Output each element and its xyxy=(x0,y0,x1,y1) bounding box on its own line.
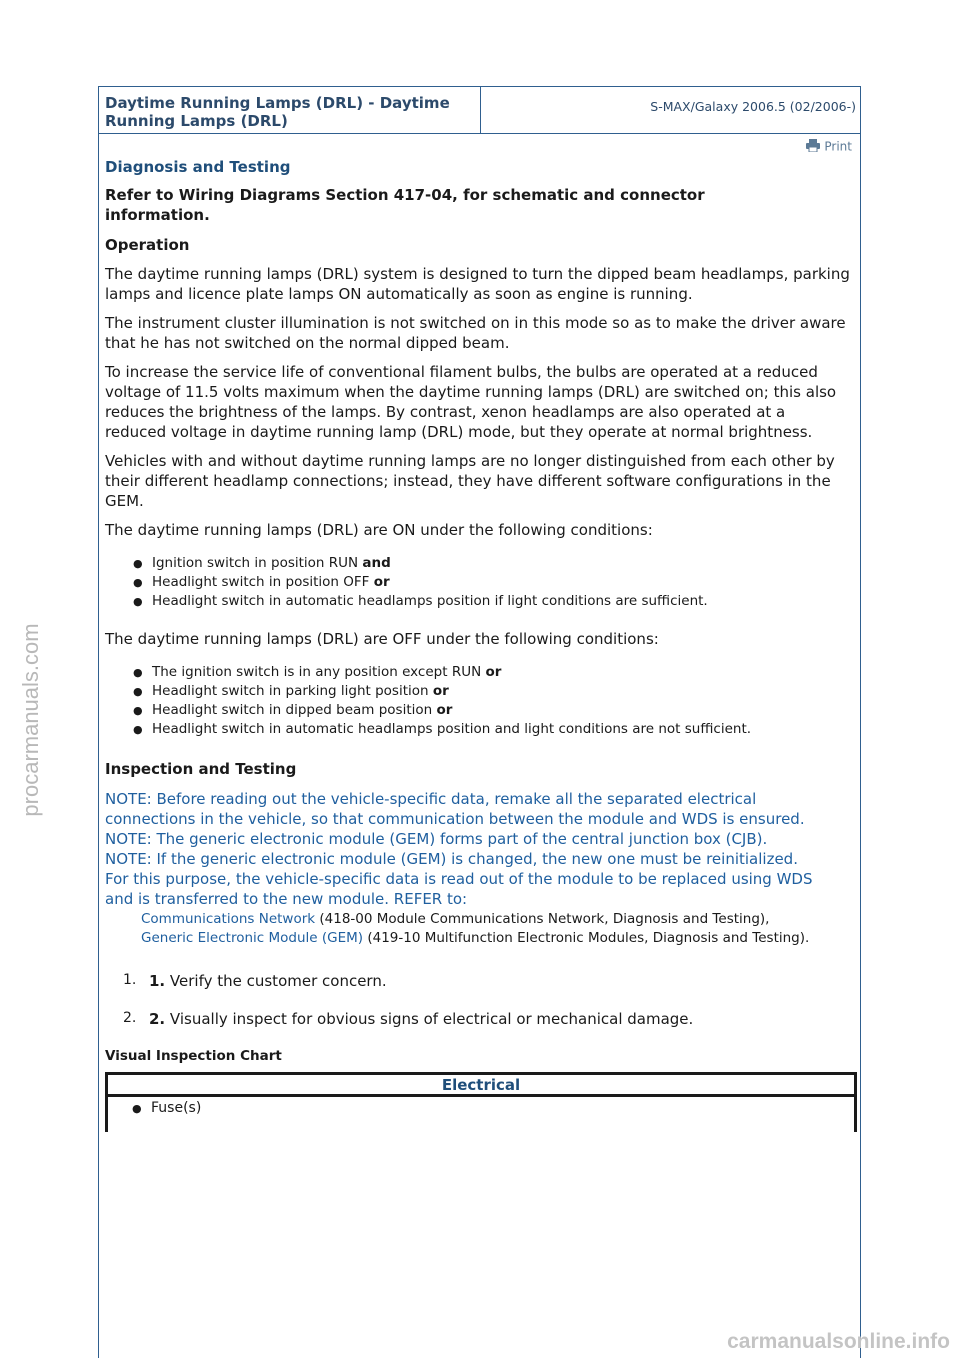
note-1: NOTE: Before reading out the vehicle-specific data, remake all the separated electrical connections in the vehicle, so that communication between the module and WDS is ensured. xyxy=(105,790,805,828)
reference-list xyxy=(141,910,854,948)
paragraph-3: To increase the service life of conventional filament bulbs, the bulbs are operated at a reduced voltage of 11.5 volts maximum when the daytime running lamps (DRL) are switched on; this also reduces the brightness of the lamps. By contrast, xenon headlamps are also operated at a reduced voltage in daytime running lamp (DRL) mode, but they operate at normal brightness. xyxy=(105,363,837,441)
on-conditions-list xyxy=(133,554,854,611)
page-title xyxy=(99,87,481,133)
reference-1: Communications Network (418-00 Module Communications Network, Diagnosis and Testing), xyxy=(141,911,770,927)
list-item: ● Ignition switch in position RUN and xyxy=(133,554,854,573)
list-item: ● Headlight switch in automatic headlamps position if light conditions are sufficient. xyxy=(133,592,854,611)
note-2: NOTE: The generic electronic module (GEM) forms part of the central junction box (CJB). xyxy=(105,830,768,848)
bottom-watermark: carmanualsonline.info xyxy=(727,1330,950,1353)
document-frame xyxy=(98,86,861,1358)
paragraph-2: The instrument cluster illumination is not switched on in this mode so as to make the driver aware that he has not switched on the normal dipped beam. xyxy=(105,314,846,352)
page-title-line1: Daytime Running Lamps (DRL) - Daytime xyxy=(105,94,450,112)
chart-header-electrical: Electrical xyxy=(108,1075,854,1097)
side-watermark: procarmanuals.com xyxy=(18,623,43,817)
printer-icon xyxy=(806,139,820,155)
inspection-heading: Inspection and Testing xyxy=(105,760,297,778)
note-3: NOTE: If the generic electronic module (GEM) is changed, the new one must be reinitialized. For this purpose, the vehicle-specific data is read out of the module to be replaced using WDS and is transferred to the new module. REFER to: xyxy=(105,850,813,908)
visual-inspection-chart xyxy=(105,1072,857,1132)
list-item: ● Headlight switch in parking light position or xyxy=(133,682,854,701)
document-body xyxy=(99,158,860,1132)
page-title-line2: Running Lamps (DRL) xyxy=(105,112,288,130)
chart-items xyxy=(132,1099,854,1118)
list-item: ● Headlight switch in position OFF or xyxy=(133,573,854,592)
step-2: 2. 2. Visually inspect for obvious signs of electrical or mechanical damage. xyxy=(123,1010,694,1028)
off-conditions-list xyxy=(133,663,854,739)
list-item: ● Headlight switch in dipped beam position or xyxy=(133,701,854,720)
step-1: 1. 1. Verify the customer concern. xyxy=(123,972,387,990)
communications-network-link[interactable]: Communications Network xyxy=(141,911,316,927)
page-header xyxy=(99,87,860,134)
vehicle-model: S-MAX/Galaxy 2006.5 (02/2006-) xyxy=(650,99,856,114)
list-item: ● Headlight switch in automatic headlamps position and light conditions are not sufficient. xyxy=(133,720,854,739)
diagnosis-heading: Diagnosis and Testing xyxy=(105,158,291,176)
wiring-reference: Refer to Wiring Diagrams Section 417-04, for schematic and connector information. xyxy=(105,186,705,224)
print-link[interactable] xyxy=(99,134,860,154)
print-label: Print xyxy=(824,139,852,154)
generic-electronic-module-link[interactable]: Generic Electronic Module (GEM) xyxy=(141,930,364,946)
on-conditions-intro: The daytime running lamps (DRL) are ON under the following conditions: xyxy=(105,521,653,539)
off-conditions-intro: The daytime running lamps (DRL) are OFF under the following conditions: xyxy=(105,630,659,648)
list-item: ● The ignition switch is in any position except RUN or xyxy=(133,663,854,682)
visual-inspection-chart-title: Visual Inspection Chart xyxy=(105,1048,282,1064)
paragraph-4: Vehicles with and without daytime running lamps are no longer distinguished from each other by their different headlamp connections; instead, they have different software configurations in the GEM. xyxy=(105,452,835,510)
list-item: ● Fuse(s) xyxy=(132,1099,854,1118)
reference-2: Generic Electronic Module (GEM) (419-10 Multifunction Electronic Modules, Diagnosis and Testing). xyxy=(141,930,810,946)
operation-heading: Operation xyxy=(105,236,190,254)
paragraph-1: The daytime running lamps (DRL) system is designed to turn the dipped beam headlamps, parking lamps and licence plate lamps ON automatically as soon as engine is running. xyxy=(105,265,850,303)
